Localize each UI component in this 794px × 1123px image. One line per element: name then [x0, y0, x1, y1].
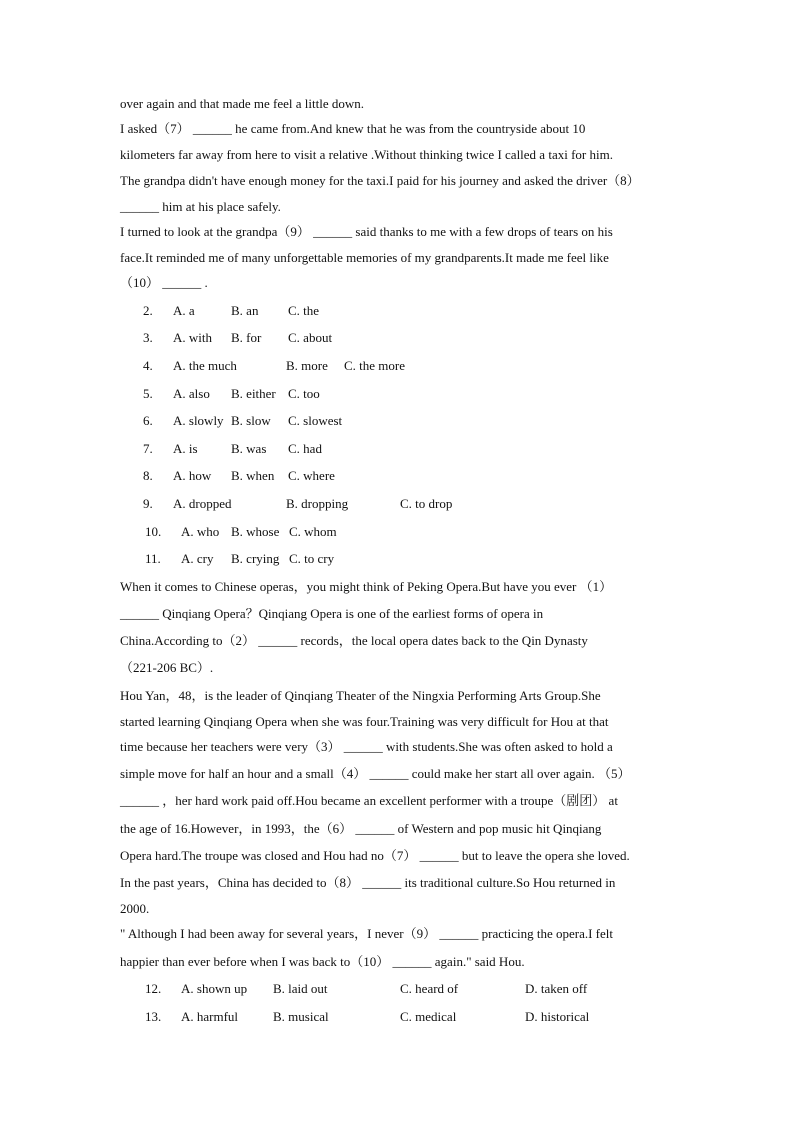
passage-line: I asked（7） ______ he came from.And knew that he was from the countryside about 10: [120, 121, 586, 136]
question-number: 11.: [145, 551, 161, 566]
passage-line: Hou Yan，48，is the leader of Qinqiang Theater of the Ningxia Performing Arts Group.She: [120, 688, 601, 703]
option-a[interactable]: A. who: [181, 524, 220, 539]
question-number: 4.: [143, 358, 153, 373]
option-a[interactable]: A. also: [173, 386, 210, 401]
option-a[interactable]: A. dropped: [173, 496, 232, 511]
passage-line: simple move for half an hour and a small（4） ______ could make her start all over again. （5）: [120, 766, 631, 781]
passage-line: The grandpa didn't have enough money for the taxi.I paid for his journey and asked the driver（8）: [120, 173, 640, 188]
option-a[interactable]: A. is: [173, 441, 198, 456]
option-b[interactable]: B. musical: [273, 1009, 329, 1024]
option-a[interactable]: A. the much: [173, 358, 237, 373]
passage-line: happier than ever before when I was back to（10） ______ again." said Hou.: [120, 954, 525, 969]
option-b[interactable]: B. either: [231, 386, 276, 401]
passage-line: the age of 16.However，in 1993，the（6） ______ of Western and pop music hit Qinqiang: [120, 821, 602, 836]
passage-line: I turned to look at the grandpa（9） ______ said thanks to me with a few drops of tears on his: [120, 224, 613, 239]
passage-line: time because her teachers were very（3） ______ with students.She was often asked to hold a: [120, 739, 613, 754]
passage-line: In the past years，China has decided to（8） ______ its traditional culture.So Hou returned in: [120, 875, 616, 890]
option-b[interactable]: B. dropping: [286, 496, 349, 511]
passage-line: （221-206 BC）.: [120, 660, 214, 675]
question-number: 12.: [145, 981, 162, 996]
question-number: 2.: [143, 303, 153, 318]
passage-line: " Although I had been away for several years，I never（9） ______ practicing the opera.I felt: [120, 926, 613, 941]
option-a[interactable]: A. with: [173, 330, 212, 345]
option-a[interactable]: A. shown up: [181, 981, 248, 996]
option-c[interactable]: C. had: [288, 441, 322, 456]
passage-line: ______ Qinqiang Opera？Qinqiang Opera is one of the earliest forms of opera in: [120, 606, 544, 621]
option-b[interactable]: B. laid out: [273, 981, 328, 996]
passage-line: 2000.: [120, 901, 150, 916]
option-d[interactable]: D. taken off: [525, 981, 588, 996]
passage-line: ______ ，her hard work paid off.Hou became an excellent performer with a troupe（剧团） at: [120, 793, 618, 808]
option-c[interactable]: C. to drop: [400, 496, 453, 511]
option-c[interactable]: C. to cry: [289, 551, 335, 566]
passage-line: China.According to（2） ______ records，the local opera dates back to the Qin Dynasty: [120, 633, 588, 648]
option-c[interactable]: C. about: [288, 330, 333, 345]
option-c[interactable]: C. too: [288, 386, 320, 401]
question-number: 8.: [143, 468, 153, 483]
option-c[interactable]: C. medical: [400, 1009, 457, 1024]
passage-line: （10） ______ .: [120, 275, 208, 290]
question-number: 7.: [143, 441, 153, 456]
question-number: 13.: [145, 1009, 162, 1024]
option-b[interactable]: B. was: [231, 441, 267, 456]
question-number: 6.: [143, 413, 153, 428]
question-number: 10.: [145, 524, 162, 539]
passage-line: started learning Qinqiang Opera when she was four.Training was very difficult for Hou at that: [120, 714, 609, 729]
option-c[interactable]: C. whom: [289, 524, 337, 539]
option-b[interactable]: B. more: [286, 358, 328, 373]
option-a[interactable]: A. cry: [181, 551, 214, 566]
option-a[interactable]: A. a: [173, 303, 195, 318]
option-c[interactable]: C. where: [288, 468, 335, 483]
option-c[interactable]: C. slowest: [288, 413, 343, 428]
passage-line: ______ him at his place safely.: [120, 199, 281, 214]
passage-line: over again and that made me feel a little down.: [120, 96, 365, 111]
option-b[interactable]: B. crying: [231, 551, 280, 566]
option-a[interactable]: A. slowly: [173, 413, 224, 428]
option-a[interactable]: A. harmful: [181, 1009, 239, 1024]
option-b[interactable]: B. slow: [231, 413, 271, 428]
option-c[interactable]: C. the: [288, 303, 320, 318]
option-b[interactable]: B. whose: [231, 524, 280, 539]
option-d[interactable]: D. historical: [525, 1009, 590, 1024]
option-c[interactable]: C. the more: [344, 358, 406, 373]
question-number: 3.: [143, 330, 153, 345]
option-a[interactable]: A. how: [173, 468, 212, 483]
option-b[interactable]: B. an: [231, 303, 259, 318]
question-number: 5.: [143, 386, 153, 401]
passage-line: kilometers far away from here to visit a relative .Without thinking twice I called a taxi for him.: [120, 147, 613, 162]
question-number: 9.: [143, 496, 153, 511]
passage-line: face.It reminded me of many unforgettable memories of my grandparents.It made me feel like: [120, 250, 609, 265]
passage-line: When it comes to Chinese operas，you might think of Peking Opera.But have you ever （1）: [120, 579, 613, 594]
option-b[interactable]: B. for: [231, 330, 262, 345]
passage-line: Opera hard.The troupe was closed and Hou had no（7） ______ but to leave the opera she loved.: [120, 848, 630, 863]
option-b[interactable]: B. when: [231, 468, 275, 483]
option-c[interactable]: C. heard of: [400, 981, 459, 996]
